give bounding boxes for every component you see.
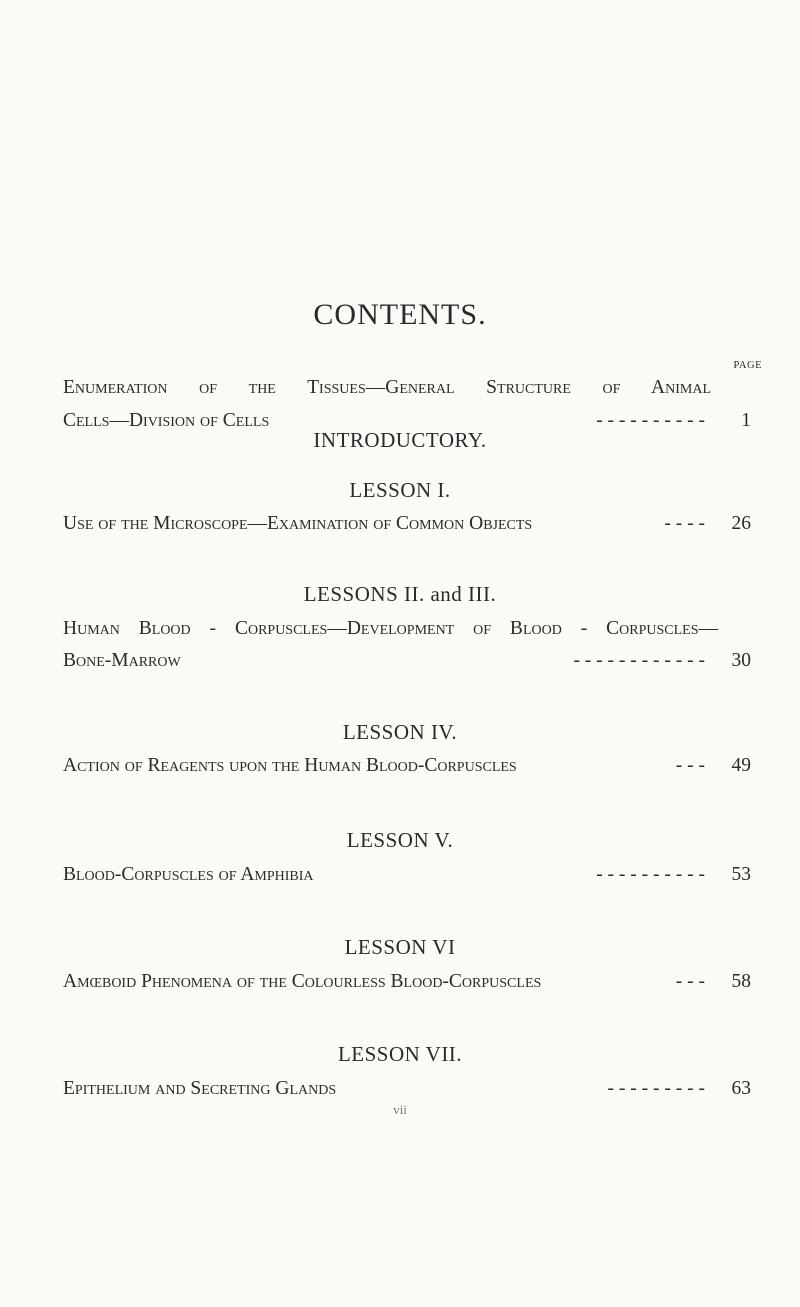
page-number: 58 <box>731 971 751 992</box>
leader-dots: - - - <box>675 755 705 776</box>
entry-lessons-2-3-line2: Bone-Marrow <box>63 650 181 671</box>
leader-dots: - - - - - - - - - - <box>596 864 705 885</box>
page-column-label: PAGE <box>733 360 762 371</box>
leader-dots: - - - - <box>664 513 705 534</box>
page-folio: vii <box>393 1102 407 1117</box>
section-heading-lessons-2-3: LESSONS II. and III. <box>303 582 497 606</box>
page-number: 53 <box>731 864 751 885</box>
section-heading-lesson-5: LESSON V. <box>346 828 454 852</box>
leader-dots: - - - - - - - - - - <box>596 410 705 431</box>
section-heading-lesson-1: LESSON I. <box>349 478 451 502</box>
page-number: 26 <box>731 513 751 534</box>
entry-lesson-6 <box>63 971 751 993</box>
entry-lesson-1-text: Use of the Microscope—Examination of Common Objects <box>63 513 533 534</box>
leader-dots: - - - - - - - - - <box>607 1078 705 1099</box>
entry-lesson-4-text: Action of Reagents upon the Human Blood-Corpuscles <box>63 755 517 776</box>
entry-lesson-1 <box>63 513 751 535</box>
page-number: 30 <box>731 650 751 671</box>
entry-lesson-5-text: Blood-Corpuscles of Amphibia <box>63 864 314 885</box>
section-heading-lesson-7: LESSON VII. <box>337 1042 463 1066</box>
section-heading-lesson-6: LESSON VI <box>344 935 456 959</box>
entry-lesson-5 <box>63 864 751 886</box>
entry-lesson-4 <box>63 755 751 777</box>
entry-lesson-7-text: Epithelium and Secreting Glands <box>63 1078 337 1099</box>
page-number: 63 <box>731 1078 751 1099</box>
entry-lessons-2-3-line1: Human Blood - Corpuscles—Development of Blood - Corpuscles— <box>63 618 718 639</box>
leader-dots: - - - <box>675 971 705 992</box>
section-heading-introductory: INTRODUCTORY. <box>313 428 487 452</box>
entry-introductory <box>63 410 751 432</box>
entry-introductory-line1: Enumeration of the Tissues—General Structure of Animal <box>63 377 711 398</box>
entry-lesson-6-text: Amœboid Phenomena of the Colourless Blood-Corpuscles <box>63 971 542 992</box>
section-heading-lesson-4: LESSON IV. <box>342 720 458 744</box>
leader-dots: - - - - - - - - - - - - <box>573 650 705 671</box>
page-number: 49 <box>731 755 751 776</box>
entry-introductory-line2: Cells—Division of Cells <box>63 410 270 431</box>
page-title: CONTENTS. <box>313 298 487 331</box>
page-number: 1 <box>741 410 751 431</box>
entry-lessons-2-3 <box>63 650 751 672</box>
entry-lesson-7 <box>63 1078 751 1100</box>
